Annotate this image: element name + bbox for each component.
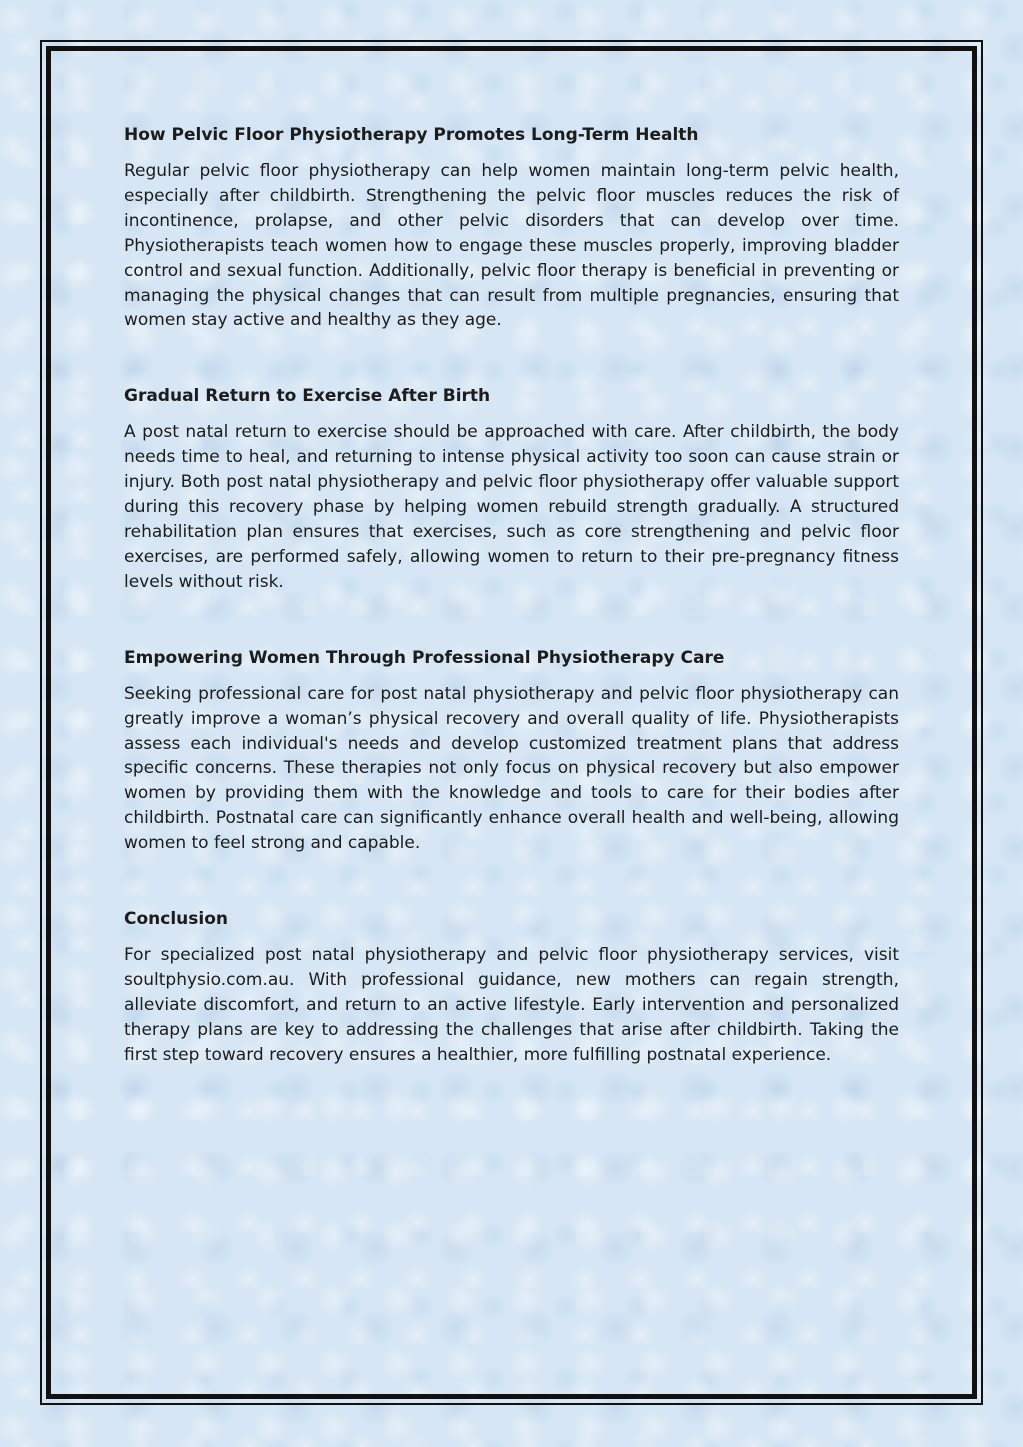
section-empowering-women — [124, 647, 899, 856]
section-long-term-health — [124, 124, 899, 333]
section-return-to-exercise — [124, 385, 899, 594]
section-heading: How Pelvic Floor Physiotherapy Promotes Long-Term Health — [124, 125, 699, 145]
section-conclusion — [124, 908, 899, 1068]
document-body — [124, 124, 899, 1120]
section-paragraph: Seeking professional care for post natal physiotherapy and pelvic floor physiotherapy can greatly improve a woman’s physical recovery and overall quality of life. Physiotherapists assess each individual's needs and develop customized treatment plans that address specific concerns. These therapies not only focus on physical recovery but also empower women by providing them with the knowledge and tools to care for their bodies after childbirth. Postnatal care can significantly enhance overall health and well-being, allowing women to feel strong and capable. — [124, 683, 899, 854]
section-heading: Conclusion — [124, 909, 228, 930]
section-heading: Empowering Women Through Professional Physiotherapy Care — [124, 647, 725, 668]
section-paragraph: Regular pelvic floor physiotherapy can help women maintain long-term pelvic health, especially after childbirth. Strengthening the pelvic floor muscles reduces the risk of incontinence, prolapse, and other pelvic disorders that can develop over time. Physiotherapists teach women how to engage these muscles properly, improving bladder control and sexual function. Additionally, pelvic floor therapy is beneficial in preventing or managing the physical changes that can result from multiple pregnancies, ensuring that women stay active and healthy as they age. — [124, 161, 899, 331]
section-paragraph: For specialized post natal physiotherapy and pelvic floor physiotherapy services, visit soultphysio.com.au. With professional guidance, new mothers can regain strength, alleviate discomfort, and return to an active lifestyle. Early intervention and personalized therapy plans are key to addressing the challenges that arise after childbirth. Taking the first step toward recovery ensures a healthier, more fulfilling postnatal experience. — [124, 945, 899, 1065]
section-heading: Gradual Return to Exercise After Birth — [124, 386, 491, 407]
section-paragraph: A post natal return to exercise should be approached with care. After childbirth, the body needs time to heal, and returning to intense physical activity too soon can cause strain or injury. Both post natal physiotherapy and pelvic floor physiotherapy offer valuable support during this recovery phase by helping women rebuild strength gradually. A structured rehabilitation plan ensures that exercises, such as core strengthening and pelvic floor exercises, are performed safely, allowing women to return to their pre-pregnancy fitness levels without risk. — [124, 422, 899, 592]
